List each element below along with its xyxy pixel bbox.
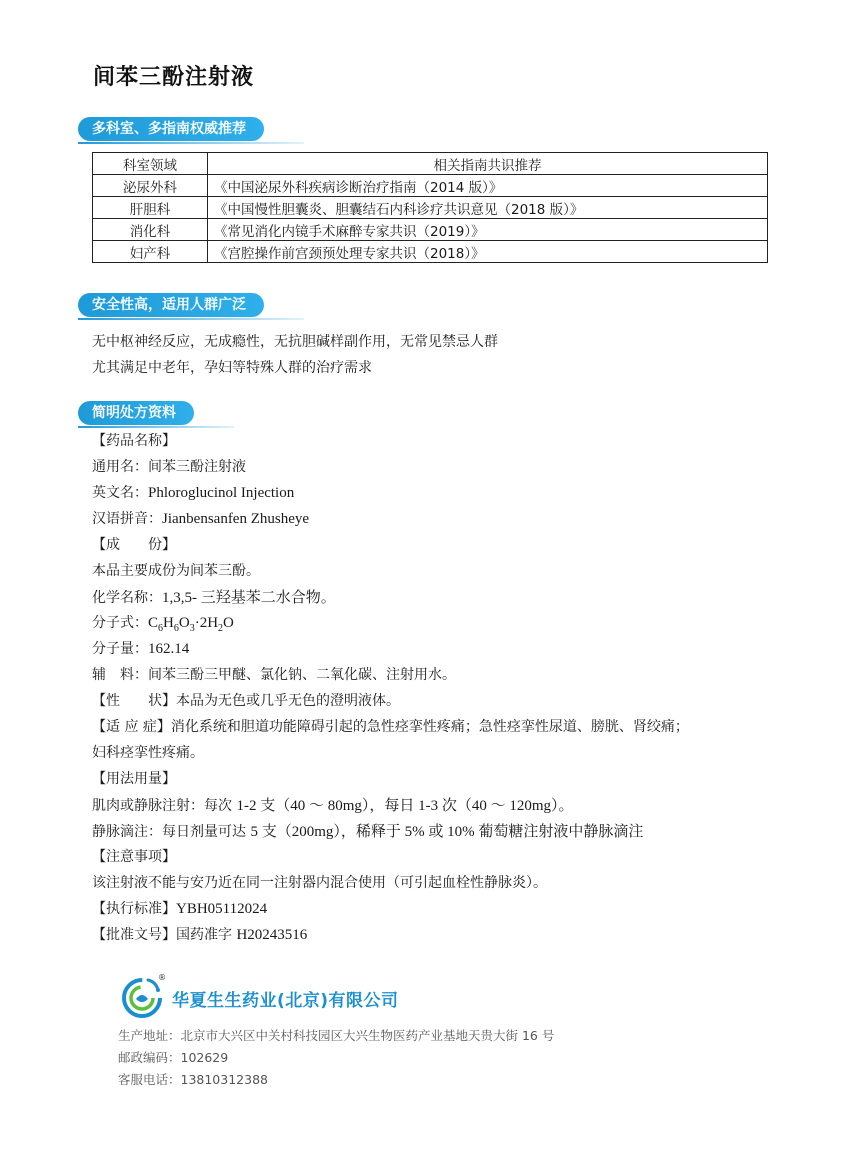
rx-chemical-name <box>92 586 336 607</box>
page-title: 间苯三酚注射液 <box>93 65 255 90</box>
rx-property-header: 【性 状】 <box>92 693 176 709</box>
rx-property <box>92 690 400 710</box>
rx-english-value: Phloroglucinol Injection <box>148 485 295 501</box>
rx-mw-value: 162.14 <box>148 641 190 657</box>
table-cell-rec: 《中国泌尿外科疾病诊断治疗指南（2014 版）》 <box>208 175 768 197</box>
rx-usage-iv <box>92 820 643 841</box>
rx-english-label: 英文名： <box>92 485 148 501</box>
rx-excipient-value: 间苯三酚三甲醚、氯化钠、二氧化碳、注射用水。 <box>148 667 456 683</box>
guideline-table <box>92 152 768 263</box>
table-cell-rec: 《常见消化内镜手术麻醉专家共识（2019）》 <box>208 219 768 241</box>
rx-pinyin-value: Jianbensanfen Zhusheye <box>162 511 310 527</box>
rx-indication-cont: 妇科痉挛性疼痛。 <box>92 745 204 761</box>
safety-line: 尤其满足中老年，孕妇等特殊人群的治疗需求 <box>92 360 372 376</box>
rx-usage-im-label: 肌肉或静脉注射：每次 <box>92 798 237 814</box>
rx-english-name <box>92 482 294 502</box>
rx-composition-header: 【成 份】 <box>92 537 176 553</box>
rx-approval-value: H20243516 <box>236 927 308 943</box>
rx-usage-iv-value: 5 支（200mg），稀释于 5% 或 10% 葡萄糖注射液中静脉滴注 <box>250 824 644 840</box>
table-row <box>93 197 768 219</box>
table-cell-rec: 《宫腔操作前宫颈预处理专家共识（2018）》 <box>208 241 768 263</box>
rx-generic-name <box>92 456 246 476</box>
rx-usage-im-value: 1-2 支（40 ～ 80mg），每日 1-3 次（40 ～ 120mg）。 <box>236 798 574 814</box>
table-row <box>93 241 768 263</box>
company-address: 生产地址：北京市大兴区中关村科技园区大兴生物医药产业基地天贵大街 16 号 <box>118 1028 555 1043</box>
rx-generic-label: 通用名： <box>92 459 148 475</box>
company-logo-icon <box>118 972 166 1020</box>
table-row <box>93 175 768 197</box>
section-header-guidelines: 多科室、多指南权威推荐 <box>78 117 264 141</box>
table-header-rec: 相关指南共识推荐 <box>208 153 768 175</box>
rx-property-value: 本品为无色或几乎无色的澄明液体。 <box>176 693 400 709</box>
table-header-dept: 科室领域 <box>93 153 208 175</box>
rx-approval-header: 【批准文号】 <box>92 927 176 943</box>
rx-molecular-weight <box>92 638 189 658</box>
rx-formula-label: 分子式： <box>92 615 148 631</box>
rx-name-header: 【药品名称】 <box>92 433 176 449</box>
section-header-rx: 简明处方资料 <box>78 401 194 425</box>
rx-excipient-label: 辅 料： <box>92 667 148 683</box>
rx-generic-value: 间苯三酚注射液 <box>148 459 246 475</box>
rx-usage-im <box>92 794 574 815</box>
table-row <box>93 219 768 241</box>
rx-approval <box>92 924 307 944</box>
rx-usage-iv-label: 静脉滴注：每日剂量可达 <box>92 824 251 840</box>
svg-text:®: ® <box>158 973 166 982</box>
rx-mw-label: 分子量： <box>92 641 148 657</box>
rx-indication-value: 消化系统和胆道功能障碍引起的急性痉挛性疼痛；急性痉挛性尿道、膀胱、肾绞痛； <box>170 719 689 735</box>
rx-formula <box>92 612 234 634</box>
company-name: 华夏生生药业(北京)有限公司 <box>172 991 399 1011</box>
rx-formula-value: $C_6H_6O_3\cdot 2H_2O$ <box>148 615 234 634</box>
company-postcode: 邮政编码：102629 <box>118 1050 229 1065</box>
section-header-safety: 安全性高，适用人群广泛 <box>78 293 264 317</box>
rx-pinyin-name <box>92 508 309 528</box>
table-cell-dept: 肝胆科 <box>93 197 208 219</box>
rx-standard-value: YBH05112024 <box>176 901 268 917</box>
table-cell-dept: 泌尿外科 <box>93 175 208 197</box>
rx-approval-label: 国药准字 <box>176 927 237 943</box>
rx-chem-label: 化学名称： <box>92 590 162 606</box>
rx-indication <box>92 716 689 736</box>
table-cell-dept: 妇产科 <box>93 241 208 263</box>
safety-line: 无中枢神经反应，无成瘾性，无抗胆碱样副作用，无常见禁忌人群 <box>92 334 498 350</box>
rx-indication-header: 【适 应 症】 <box>92 719 171 735</box>
table-cell-rec: 《中国慢性胆囊炎、胆囊结石内科诊疗共识意见（2018 版）》 <box>208 197 768 219</box>
table-header-row <box>93 153 768 175</box>
rx-caution-header: 【注意事项】 <box>92 849 176 865</box>
rx-caution-value: 该注射液不能与安乃近在同一注射器内混合使用（可引起血栓性静脉炎）。 <box>92 875 547 891</box>
rx-chem-value: 1,3,5- 三羟基苯二水合物。 <box>162 590 336 606</box>
table-cell-dept: 消化科 <box>93 219 208 241</box>
rx-composition-main: 本品主要成份为间苯三酚。 <box>92 563 260 579</box>
rx-pinyin-label: 汉语拼音： <box>92 511 162 527</box>
rx-standard <box>92 898 267 918</box>
rx-standard-header: 【执行标准】 <box>92 901 176 917</box>
company-phone: 客服电话：13810312388 <box>118 1072 268 1087</box>
rx-usage-header: 【用法用量】 <box>92 771 176 787</box>
rx-excipients <box>92 664 456 684</box>
